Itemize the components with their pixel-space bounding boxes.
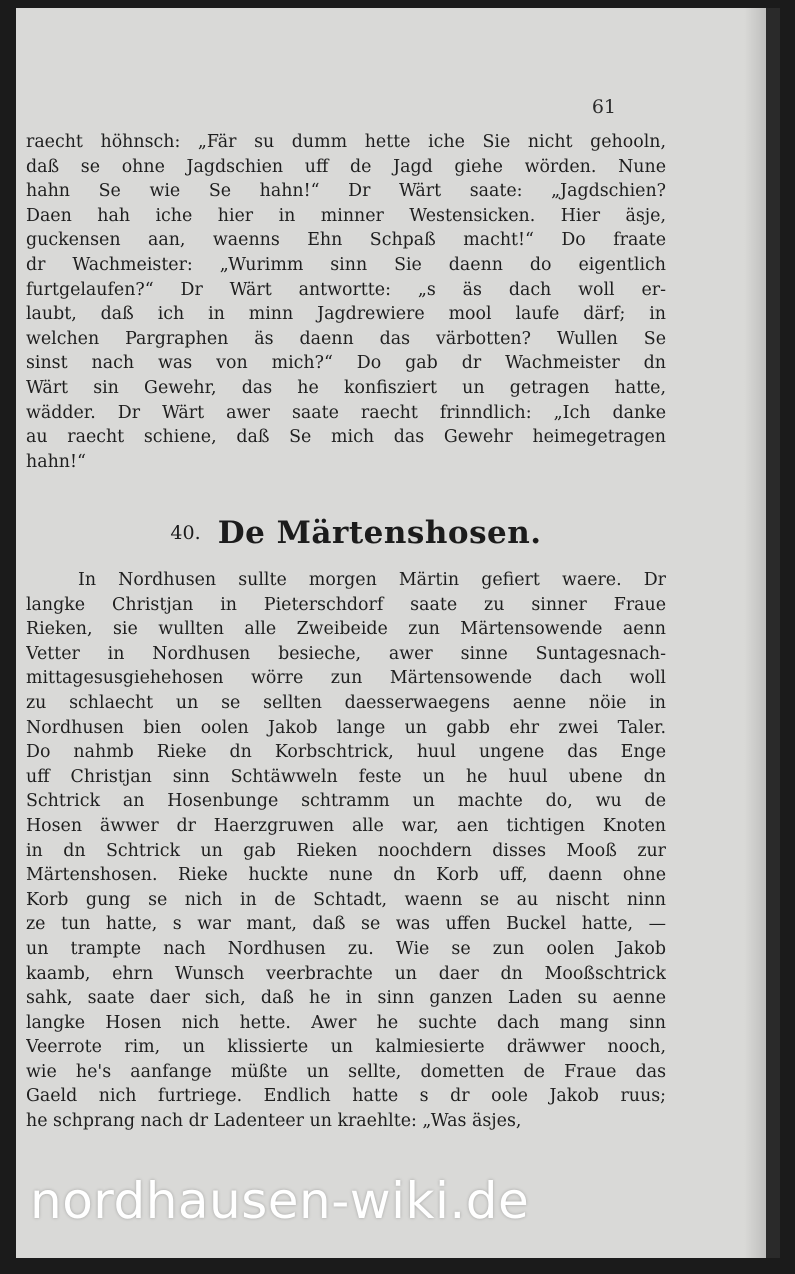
- text-line: Do nahmb Rieke dn Korbschtrick, huul ungene das Enge: [26, 742, 666, 763]
- text-line: sinst nach was von mich?“ Do gab dr Wachmeister dn: [26, 353, 666, 374]
- text-line: hahn Se wie Se hahn!“ Dr Wärt saate: „Jagdschien?: [26, 181, 666, 202]
- text-line: daß se ohne Jagdschien uff de Jagd giehe wörden. Nune: [26, 156, 666, 177]
- text-line: mittagesusgiehehosen wörre zun Märtensowende dach woll: [26, 668, 666, 689]
- book-page: [16, 8, 780, 1258]
- text-line: Veerrote rim, un klissierte un kalmiesierte dräwwer nooch,: [26, 1037, 666, 1058]
- text-line: welchen Pargraphen äs daenn das värbotten? Wullen Se: [26, 328, 666, 349]
- text-line: un trampte nach Nordhusen zu. Wie se zun oolen Jakob: [26, 938, 666, 959]
- page-number: 61: [591, 96, 616, 118]
- text-line: uff Christjan sinn Schtäwweln feste un he huul ubene dn: [26, 766, 666, 787]
- paragraph-1: [26, 130, 666, 474]
- text-line: in dn Schtrick un gab Rieken noochdern disses Mooß zur: [26, 840, 666, 861]
- text-line: au raecht schiene, daß Se mich das Gewehr heimegetragen: [26, 427, 666, 448]
- text-line: furtgelaufen?“ Dr Wärt antwortte: „s äs dach woll er-: [26, 279, 666, 300]
- text-line: zu schlaecht un se sellten daesserwaegens aenne nöie in: [26, 692, 666, 713]
- text-line: Korb gung se nich in de Schtadt, waenn se au nischt ninn: [26, 889, 666, 910]
- page-edge-shadow: [744, 8, 766, 1258]
- text-line: ze tun hatte, s war mant, daß se was uffen Buckel hatte, —: [26, 914, 666, 935]
- text-line: langke Christjan in Pieterschdorf saate zu sinner Fraue: [26, 594, 666, 615]
- text-line: kaamb, ehrn Wunsch veerbrachte un daer dn Mooßschtrick: [26, 963, 666, 984]
- text-line: Daen hah iche hier in minner Westensicken. Hier äsje,: [26, 205, 666, 226]
- text-line: Gaeld nich furtriege. Endlich hatte s dr oole Jakob ruus;: [26, 1086, 666, 1107]
- section-title: De Märtenshosen.: [217, 515, 542, 551]
- text-line: wie he's aanfange müßte un sellte, dometten de Fraue das: [26, 1061, 666, 1082]
- text-line: Schtrick an Hosenbunge schtramm un machte do, wu de: [26, 791, 666, 812]
- section-number: 40.: [170, 522, 201, 544]
- section-heading: [16, 515, 696, 551]
- watermark-text: nordhausen-wiki.de: [30, 1172, 530, 1230]
- text-line: wädder. Dr Wärt awer saate raecht frinndlich: „Ich danke: [26, 402, 666, 423]
- text-line: Wärt sin Gewehr, das he konfisziert un getragen hatte,: [26, 377, 666, 398]
- text-line: raecht höhnsch: „Fär su dumm hette iche Sie nicht gehooln,: [26, 132, 666, 152]
- text-line: he schprang nach dr Ladenteer un kraehlte: „Was äsjes,: [26, 1111, 522, 1132]
- text-line: Nordhusen bien oolen Jakob lange un gabb ehr zwei Taler.: [26, 717, 666, 738]
- text-line: Vetter in Nordhusen besieche, awer sinne Suntagesnach-: [26, 643, 666, 664]
- text-line: laubt, daß ich in minn Jagdrewiere mool laufe därf; in: [26, 304, 666, 325]
- text-line: In Nordhusen sullte morgen Märtin gefiert waere. Dr: [78, 570, 666, 590]
- paragraph-2: [26, 568, 666, 1134]
- text-line: guckensen aan, waenns Ehn Schpaß macht!“ Do fraate: [26, 230, 666, 251]
- text-line: Hosen äwwer dr Haerzgruwen alle war, aen tichtigen Knoten: [26, 815, 666, 836]
- text-line: hahn!“: [26, 451, 86, 472]
- text-line: langke Hosen nich hette. Awer he suchte dach mang sinn: [26, 1012, 666, 1033]
- text-line: Märtenshosen. Rieke huckte nune dn Korb uff, daenn ohne: [26, 865, 666, 886]
- text-line: sahk, saate daer sich, daß he in sinn ganzen Laden su aenne: [26, 988, 666, 1009]
- text-line: Rieken, sie wullten alle Zweibeide zun Märtensowende aenn: [26, 619, 666, 640]
- text-line: dr Wachmeister: „Wurimm sinn Sie daenn do eigentlich: [26, 254, 666, 275]
